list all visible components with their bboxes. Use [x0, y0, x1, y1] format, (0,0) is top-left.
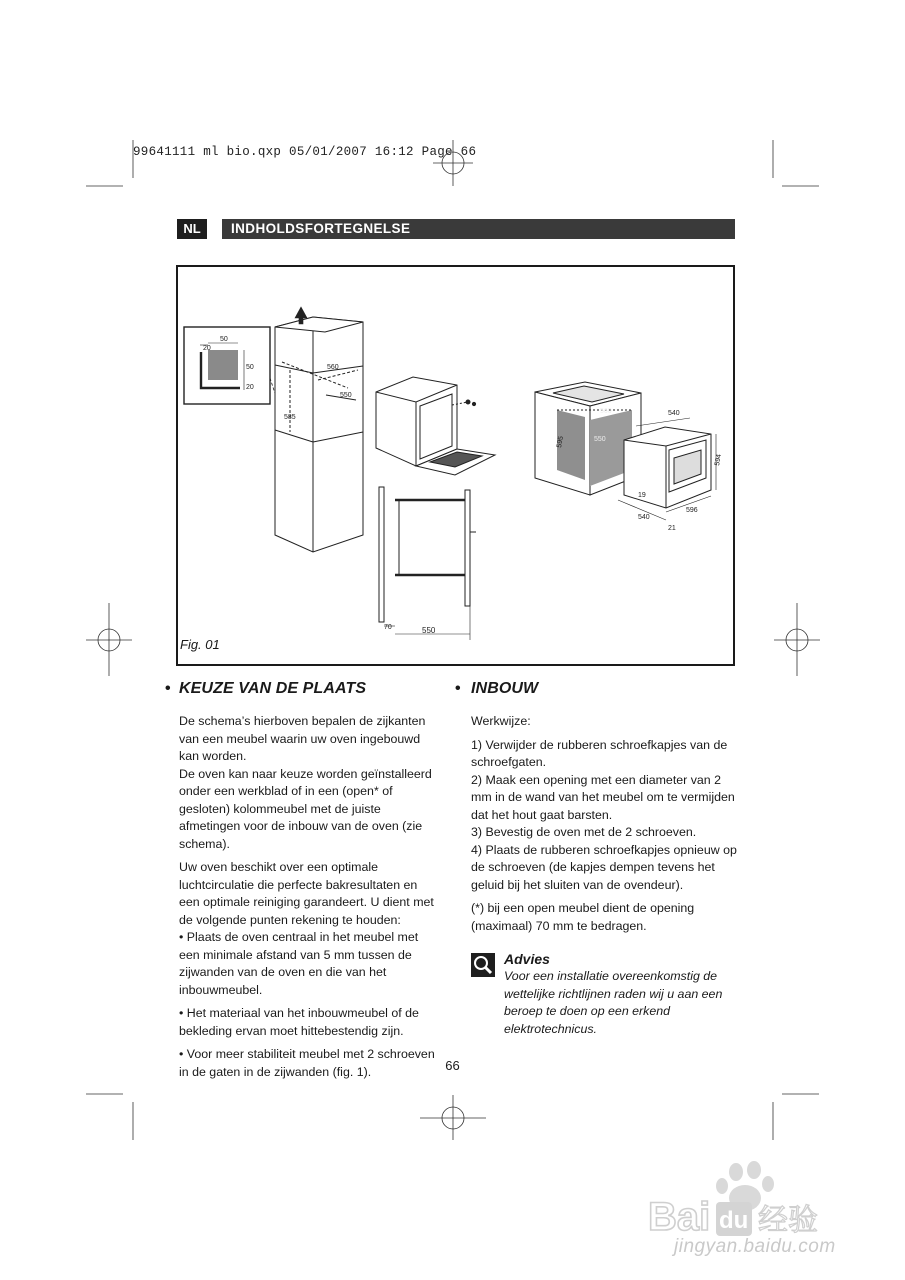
- dim-19-side: 19: [638, 492, 646, 499]
- language-badge: NL: [177, 219, 207, 239]
- right-column: [471, 713, 737, 935]
- svg-text:经验: 经验: [758, 1203, 818, 1238]
- dim-560-column: 560: [327, 364, 339, 371]
- heading-inbouw: INBOUW: [471, 680, 539, 697]
- dim-595-worktop: 595: [556, 435, 565, 449]
- page-number: 66: [445, 1058, 460, 1073]
- left-paragraph-3: Uw oven beschikt over een optimale luchtcirculatie die perfecte bakresultaten en een optimale reiniging garandeert. U dient met de volgende punten rekening te houden:: [179, 860, 434, 927]
- right-heading-bullet: •: [455, 680, 461, 697]
- oven-unit: [376, 377, 495, 475]
- dim-596-base: 596: [686, 507, 698, 514]
- watermark-url: jingyan.baidu.com: [674, 1236, 836, 1257]
- advies-text: [471, 968, 737, 1038]
- procedure-step-4: 4) Plaats de rubberen schroefkapjes opnieuw op de schroeven (de kapjes dempen tevens het geluid bij het sluiten van de ovendeur).: [471, 842, 737, 892]
- procedure-step-2: 2) Maak een opening met een diameter van 2 mm in de wand van het meubel om te vermijden dat het hout gaat barsten.: [471, 772, 735, 822]
- left-list-item-2: • Het materiaal van het inbouwmeubel of de bekleding ervan moet hittebestendig zijn.: [179, 1006, 419, 1038]
- svg-text:Bai: Bai: [648, 1195, 711, 1239]
- dim-550-worktop: 550: [594, 436, 606, 443]
- left-heading-bullet: •: [165, 680, 171, 697]
- dim-21-base: 21: [668, 525, 676, 532]
- procedure-step-3: 3) Bevestig de oven met de 2 schroeven.: [471, 825, 697, 839]
- dim-594-side: 594: [714, 453, 723, 467]
- cross-section: [379, 487, 476, 640]
- dim-50-top: 50: [220, 336, 228, 343]
- procedure-intro: Werkwijze:: [471, 714, 531, 728]
- advies-title: Advies: [504, 951, 550, 967]
- left-list-item-1: • Plaats de oven centraal in het meubel met een minimale afstand van 5 mm tussen de zijwanden van de oven en die van het inbouwmeubel.: [179, 930, 419, 997]
- left-column: [179, 713, 441, 1081]
- dim-20-left: 20: [203, 345, 211, 352]
- dim-20-right: 20: [246, 384, 254, 391]
- dim-560-worktop: 560: [600, 408, 612, 415]
- procedure-step-1: 1) Verwijder de rubberen schroefkapjes van de schroefgaten.: [471, 737, 728, 769]
- left-list-item-3: • Voor meer stabiliteit meubel met 2 schroeven in de gaten in de zijwanden (fig. 1).: [179, 1047, 435, 1079]
- svg-text:du: du: [719, 1207, 749, 1234]
- left-paragraph-1: De schema’s hierboven bepalen de zijkanten van een meubel waarin uw oven ingebouwd kan worden.: [179, 714, 426, 763]
- dim-585-column: 585: [284, 414, 296, 421]
- dim-540-base: 540: [638, 514, 650, 521]
- column-cabinet: [275, 317, 363, 552]
- left-paragraph-2: De oven kan naar keuze worden geïnstalleerd onder een werkblad of in een (open* of gesloten) kolommeubel met de juiste afmetingen voor de inbouw van de oven (zie schema).: [179, 766, 432, 851]
- dim-550-column: 550: [340, 392, 352, 399]
- dim-550-section: 550: [422, 626, 436, 635]
- advies-body: Voor een installatie overeenkomstig de wettelijke richtlijnen raden wij u aan een beroep te doen op een erkend elektrotechnicus.: [504, 969, 723, 1036]
- figure-caption: Fig. 01: [180, 637, 220, 652]
- dim-540-top: 540: [668, 410, 680, 417]
- heading-keuze-van-de-plaats: KEUZE VAN DE PLAATS: [179, 680, 367, 697]
- dim-70-section: 70: [384, 624, 392, 631]
- section-title: INDHOLDSFORTEGNELSE: [222, 219, 735, 239]
- dim-50-right: 50: [246, 364, 254, 371]
- print-slug: 99641111 ml bio.qxp 05/01/2007 16:12 Page 66: [133, 145, 477, 159]
- open-cabinet-note: (*) bij een open meubel dient de opening (maximaal) 70 mm te bedragen.: [471, 901, 695, 933]
